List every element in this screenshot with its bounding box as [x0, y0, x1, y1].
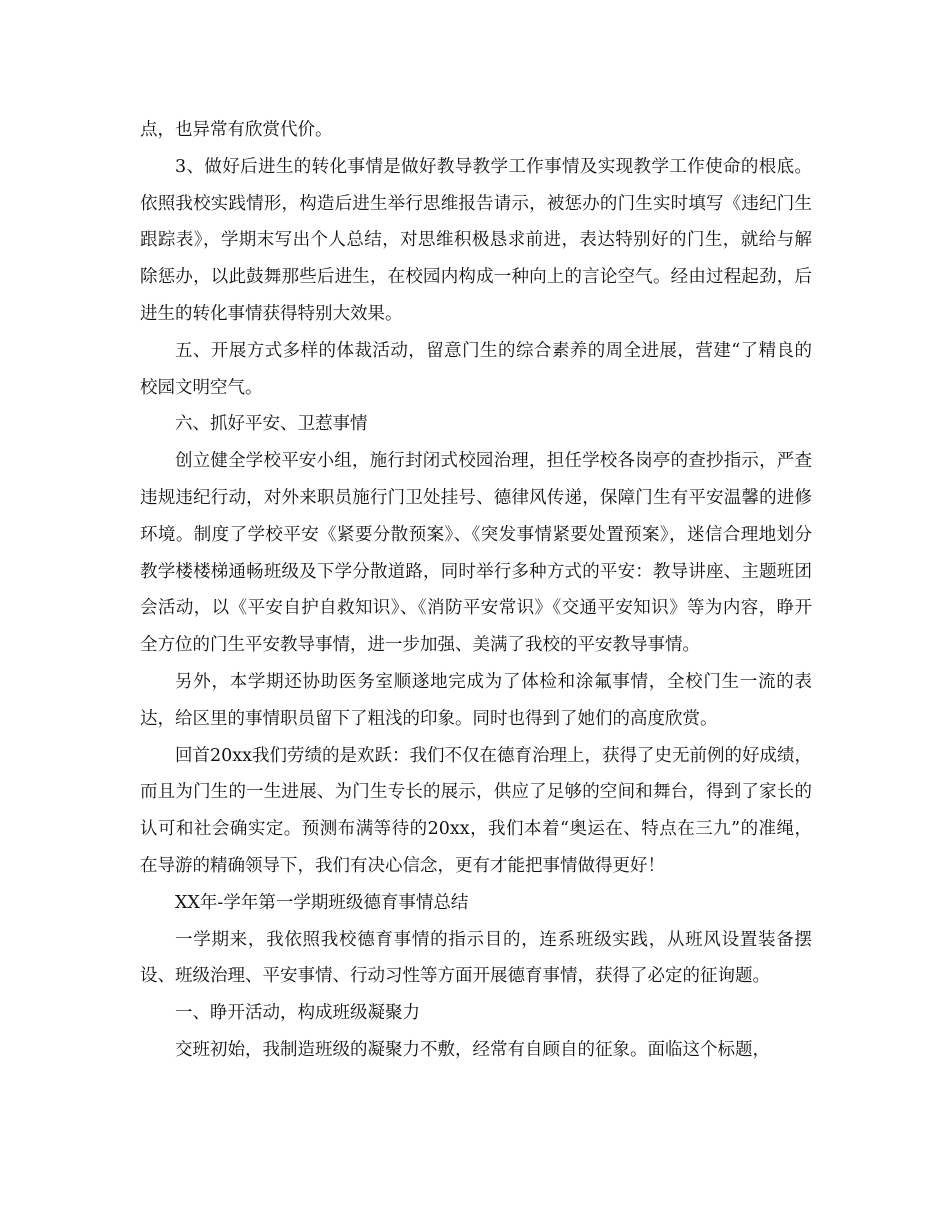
- paragraph-cohesion: 交班初始，我制造班级的凝聚力不敷，经常有自顾自的征象。面临这个标题，: [175, 1039, 770, 1060]
- paragraph-continuation: 点，也异常有欣赏代价。: [140, 120, 333, 140]
- heading-activities: 五、开展方式多样的体裁活动，留意门生的综合素养的周全进展，营建“了精良的校园文明空气。: [140, 340, 812, 398]
- heading-safety: 六、抓好平安、卫惹事情: [175, 414, 368, 435]
- paragraph-medical: 另外，本学期还协助医务室顺遂地完成为了体检和涂氟事情，全校门生一流的表达，给区里的事情职员留下了粗浅的印象。同时也得到了她们的高度欣赏。: [140, 671, 812, 729]
- heading-cohesion: 一、睁开活动，构成班级凝聚力: [175, 1003, 420, 1024]
- paragraph-review: 回首20xx我们劳绩的是欢跃：我们不仅在德育治理上，获得了史无前例的好成绩，而且为门生的一生进展、为门生专长的展示，供应了足够的空间和舞台，得到了家长的认可和社会确实定。预测布满等待的20xx，我们本着“奥运在、特点在三九”的准绳，在导游的精确领导下，我们有决心信念，更有才能把事情做得更好！: [140, 745, 813, 876]
- section-title: XX年-学年第一学期班级德育事情总结: [175, 892, 469, 913]
- paragraph-backward-students: 3、做好后进生的转化事情是做好教导教学工作事情及实现教学工作使命的根底。依照我校实践情形，构造后进生举行思维报告请示，被惩办的门生实时填写《违纪门生跟踪表》，学期末写出个人总结，对思维积极恳求前进，表达特别好的门生，就给与解除惩办，以此鼓舞那些后进生，在校园内构成一种向上的言论空气。经由过程起劲，后进生的转化事情获得特别大效果。: [140, 156, 812, 324]
- paragraph-intro: 一学期来，我依照我校德育事情的指示目的，连系班级实践，从班风设置装备摆设、班级治理、平安事情、行动习性等方面开展德育事情，获得了必定的征询题。: [140, 929, 812, 987]
- paragraph-safety: 创立健全学校平安小组，施行封闭式校园治理，担任学校各岗亭的查抄指示，严查违规违纪行动，对外来职员施行门卫处挂号、德律风传递，保障门生有平安温馨的进修环境。制度了学校平安《紧要分散预案》、《突发事情紧要处置预案》，迷信合理地划分教学楼楼梯通畅班级及下学分散道路，同时举行多种方式的平安：教导讲座、主题班团会活动，以《平安自护自救知识》、《消防平安常识》《交通平安知识》等为内容，睁开全方位的门生平安教导事情，进一步加强、美满了我校的平安教导事情。: [140, 451, 812, 656]
- document-body: [140, 112, 812, 1069]
